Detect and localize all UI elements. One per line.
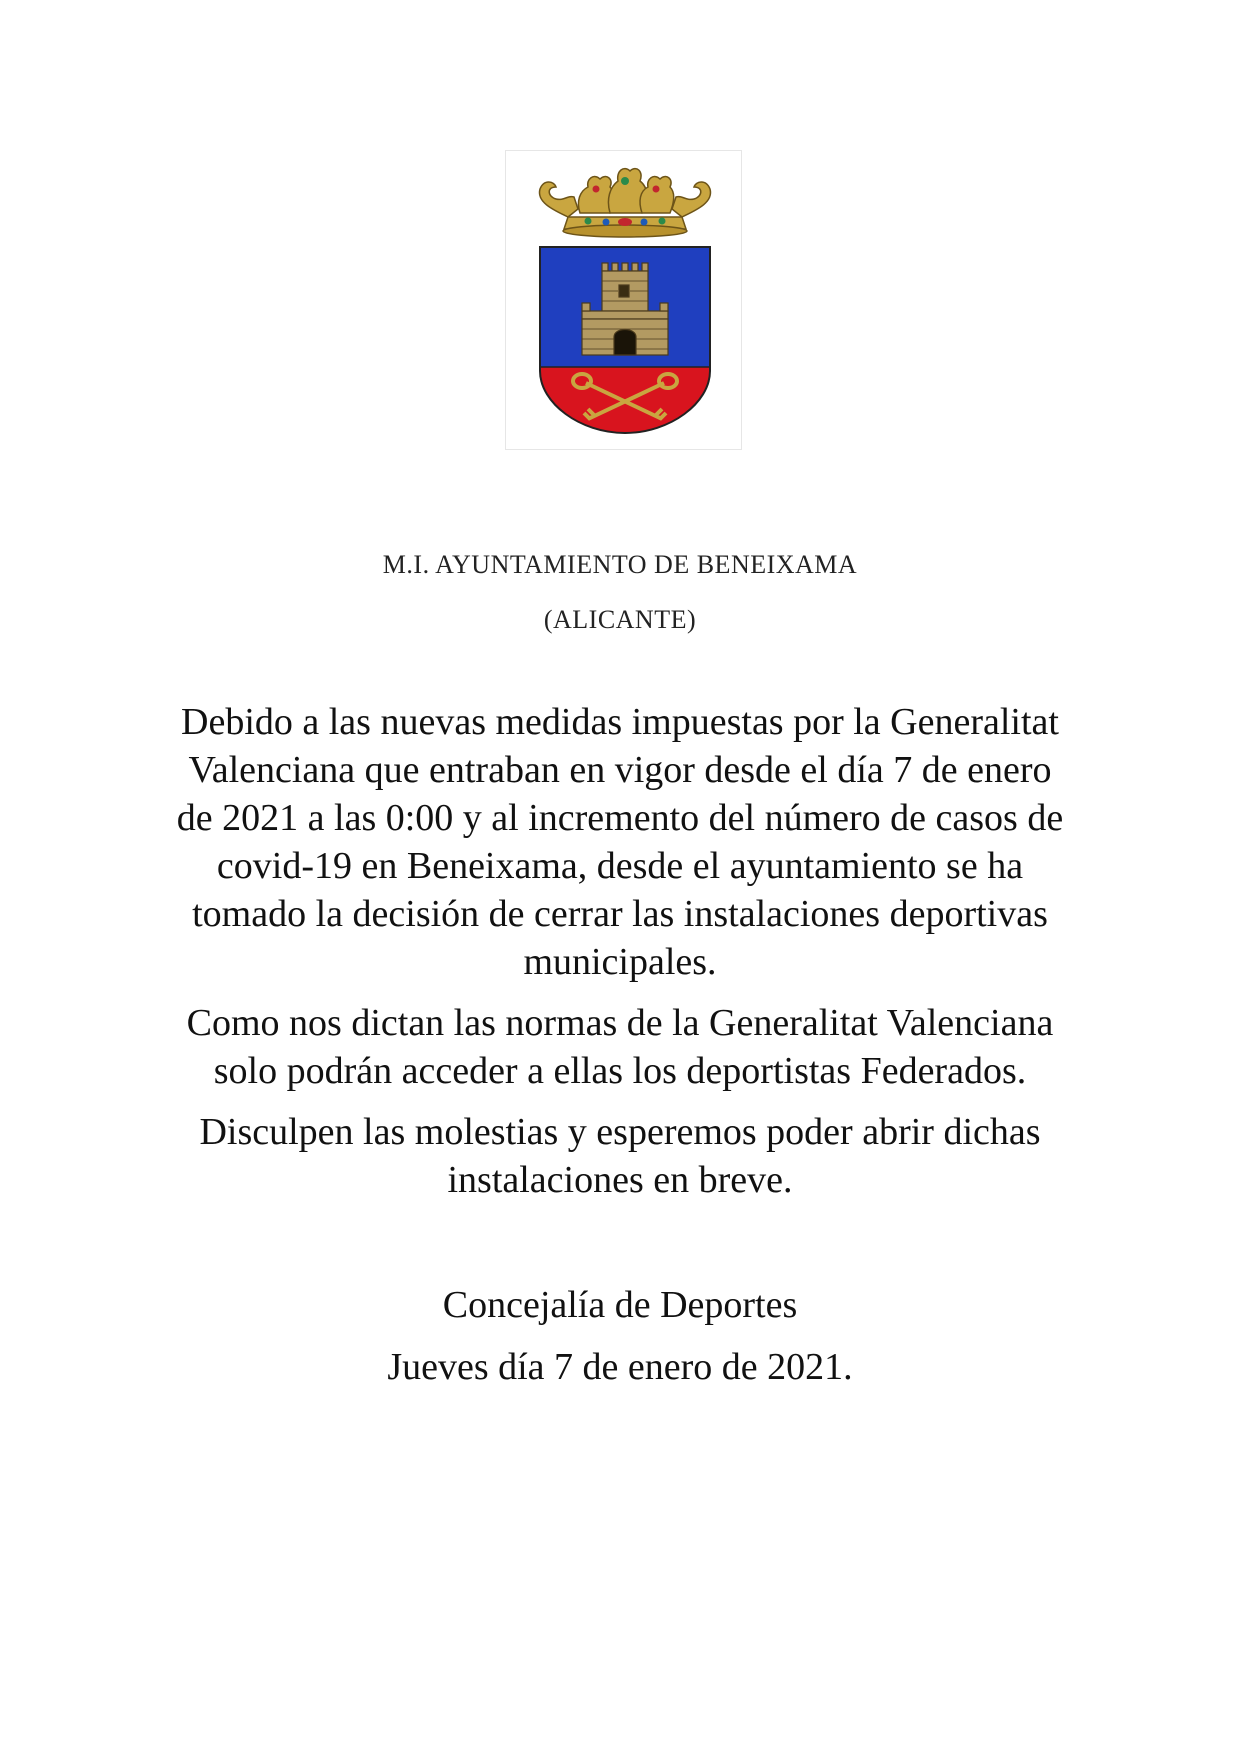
notice-body (170, 698, 1070, 1217)
notice-paragraph: Como nos dictan las normas de la Generalitat Valenciana solo podrán acceder a ellas los deportistas Federados. (186, 1002, 1054, 1092)
organization-province: (ALICANTE) (543, 605, 697, 634)
notice-paragraph: Debido a las nuevas medidas impuestas por la Generalitat Valenciana que entraban en vigor desde el día 7 de enero de 2021 a las 0:00 y al incremento del número de casos de covid-19 en Beneixama, desde el ayuntamiento se ha tomado la decisión de cerrar las instalaciones deportivas municipales. (176, 701, 1064, 983)
signature-date: Jueves día 7 de enero de 2021. (387, 1346, 853, 1388)
notice-paragraph: Disculpen las molestias y esperemos poder abrir dichas instalaciones en breve. (199, 1111, 1041, 1201)
coat-of-arms-icon (506, 151, 743, 451)
signature-department: Concejalía de Deportes (442, 1284, 798, 1326)
organization-name: M.I. AYUNTAMIENTO DE BENEIXAMA (382, 550, 858, 579)
crown-icon (539, 169, 710, 237)
coat-of-arms (505, 150, 742, 450)
